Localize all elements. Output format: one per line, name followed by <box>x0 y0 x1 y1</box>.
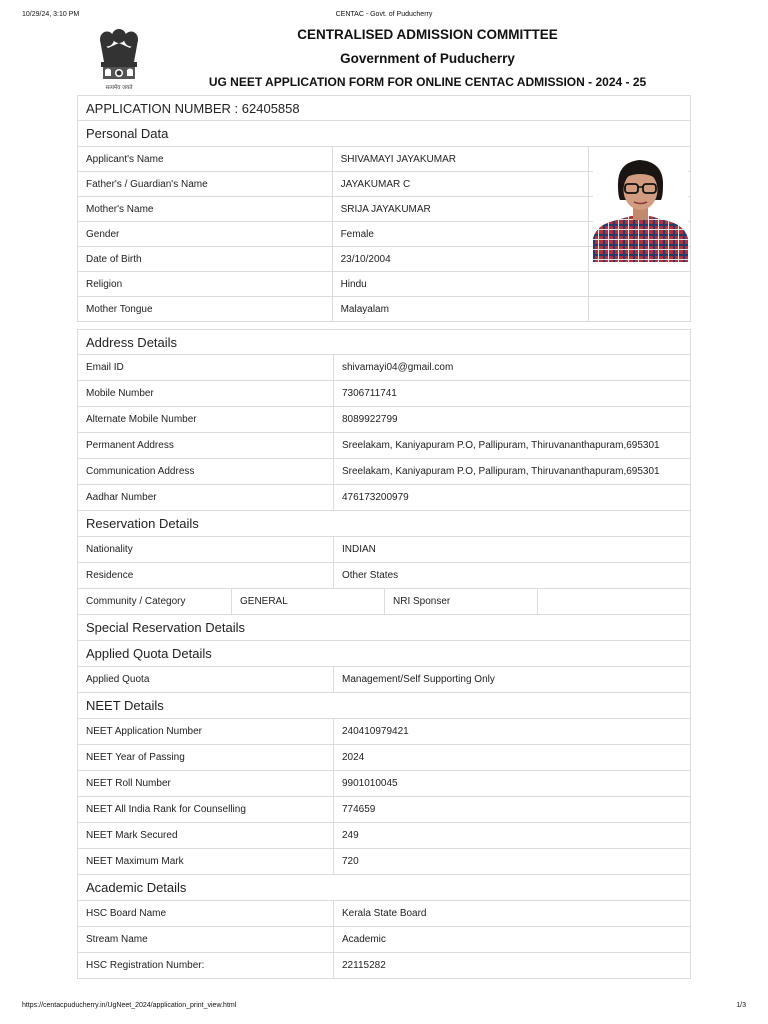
address-row <box>77 459 691 485</box>
personal-section-title-row <box>77 121 691 147</box>
quota-row <box>77 667 691 693</box>
address-row <box>77 407 691 433</box>
community-value: GENERAL <box>232 589 385 614</box>
nri-sponsor-label: NRI Sponser <box>385 589 538 614</box>
section-title-address: Address Details <box>86 334 178 350</box>
field-label: Aadhar Number <box>78 485 334 510</box>
field-value: 774659 <box>342 804 376 815</box>
address-row <box>77 433 691 459</box>
field-value: Female <box>333 222 589 246</box>
committee-title: CENTRALISED ADMISSION COMMITTEE <box>297 27 558 42</box>
reservation-row <box>77 537 691 563</box>
section-title-neet: NEET Details <box>86 698 164 713</box>
nri-sponsor-value <box>538 589 690 614</box>
section-title-personal: Personal Data <box>86 126 169 141</box>
section-title-special-reservation: Special Reservation Details <box>86 620 245 635</box>
field-label: Mother's Name <box>78 197 333 221</box>
academic-section-title-row <box>77 875 691 901</box>
field-value: 7306711741 <box>342 388 397 399</box>
field-label: Residence <box>78 563 334 588</box>
academic-row <box>77 953 691 979</box>
field-label: HSC Board Name <box>78 901 334 926</box>
print-footer <box>0 1002 768 1014</box>
field-label: Alternate Mobile Number <box>78 407 334 432</box>
print-date: 10/29/24, 3:10 PM <box>22 11 80 18</box>
field-value: 9901010045 <box>342 778 398 789</box>
field-value: Sreelakam, Kaniyapuram P.O, Pallipuram, Thiruvananthapuram,695301 <box>342 440 660 451</box>
field-value: Other States <box>342 570 399 581</box>
neet-row <box>77 797 691 823</box>
neet-row <box>77 745 691 771</box>
field-value: 240410979421 <box>342 726 409 737</box>
personal-data-block <box>77 147 691 322</box>
field-value: 8089922799 <box>342 414 398 425</box>
neet-row <box>77 823 691 849</box>
field-label: NEET All India Rank for Counselling <box>78 797 334 822</box>
applicant-photo <box>593 154 688 262</box>
field-label: Mother Tongue <box>78 297 333 321</box>
field-label: Applicant's Name <box>78 147 333 171</box>
field-value: SRIJA JAYAKUMAR <box>333 197 589 221</box>
field-value: Hindu <box>333 272 589 296</box>
reservation-section-title-row <box>77 511 691 537</box>
print-url: https://centacpuducherry.in/UgNeet_2024/application_print_view.html <box>22 1002 237 1009</box>
field-label: NEET Maximum Mark <box>78 849 334 874</box>
neet-section-title-row <box>77 693 691 719</box>
address-row <box>77 381 691 407</box>
form-title: UG NEET APPLICATION FORM FOR ONLINE CENTAC ADMISSION - 2024 - 25 <box>208 75 647 89</box>
field-label: NEET Roll Number <box>78 771 334 796</box>
field-label: Permanent Address <box>78 433 334 458</box>
field-label: Gender <box>78 222 333 246</box>
field-value: 2024 <box>342 752 365 763</box>
field-value: Kerala State Board <box>342 908 427 919</box>
neet-row <box>77 719 691 745</box>
field-label: Email ID <box>78 355 334 380</box>
section-title-quota: Applied Quota Details <box>86 646 212 661</box>
field-label: Father's / Guardian's Name <box>78 172 333 196</box>
special-reservation-section-title-row <box>77 615 691 641</box>
state-emblem-logo <box>90 26 148 94</box>
field-value: Malayalam <box>333 297 589 321</box>
academic-row <box>77 901 691 927</box>
field-value: 476173200979 <box>342 492 409 503</box>
field-value: 249 <box>342 830 359 841</box>
section-title-academic: Academic Details <box>86 880 187 895</box>
field-value: JAYAKUMAR C <box>333 172 589 196</box>
address-section-title-row <box>77 329 691 355</box>
quota-section-title-row <box>77 641 691 667</box>
application-number: APPLICATION NUMBER : 62405858 <box>86 100 300 116</box>
field-label: NEET Mark Secured <box>78 823 334 848</box>
academic-row <box>77 927 691 953</box>
field-label: Date of Birth <box>78 247 333 271</box>
field-label: NEET Application Number <box>78 719 334 744</box>
community-row <box>77 589 691 615</box>
neet-row <box>77 771 691 797</box>
section-title-reservation: Reservation Details <box>86 516 199 531</box>
field-value: 22115282 <box>342 960 386 971</box>
field-label: NEET Year of Passing <box>78 745 334 770</box>
reservation-row <box>77 563 691 589</box>
field-value: Sreelakam, Kaniyapuram P.O, Pallipuram, Thiruvananthapuram,695301 <box>342 466 660 477</box>
neet-row <box>77 849 691 875</box>
field-label: Applied Quota <box>78 667 334 692</box>
print-header <box>0 11 768 23</box>
field-value: INDIAN <box>342 544 376 555</box>
application-form <box>77 95 691 979</box>
field-label: Nationality <box>78 537 334 562</box>
application-number-row <box>77 95 691 121</box>
community-label: Community / Category <box>78 589 232 614</box>
field-value: Management/Self Supporting Only <box>342 674 495 685</box>
field-label: Mobile Number <box>78 381 334 406</box>
photo-cell <box>589 147 691 322</box>
field-label: Communication Address <box>78 459 334 484</box>
emblem-motto: सत्यमेव जयते <box>105 85 133 91</box>
field-value: 23/10/2004 <box>333 247 589 271</box>
field-value: Academic <box>342 934 386 945</box>
field-label: HSC Registration Number: <box>78 953 334 978</box>
print-page-title: CENTAC - Govt. of Puducherry <box>335 11 433 18</box>
field-label: Religion <box>78 272 333 296</box>
field-value: SHIVAMAYI JAYAKUMAR <box>333 147 589 171</box>
page-number: 1/3 <box>736 1002 746 1009</box>
field-label: Stream Name <box>78 927 334 952</box>
address-row <box>77 355 691 381</box>
address-row <box>77 485 691 511</box>
field-value: 720 <box>342 856 359 867</box>
government-title: Government of Puducherry <box>340 51 515 66</box>
field-value: shivamayi04@gmail.com <box>342 362 454 373</box>
